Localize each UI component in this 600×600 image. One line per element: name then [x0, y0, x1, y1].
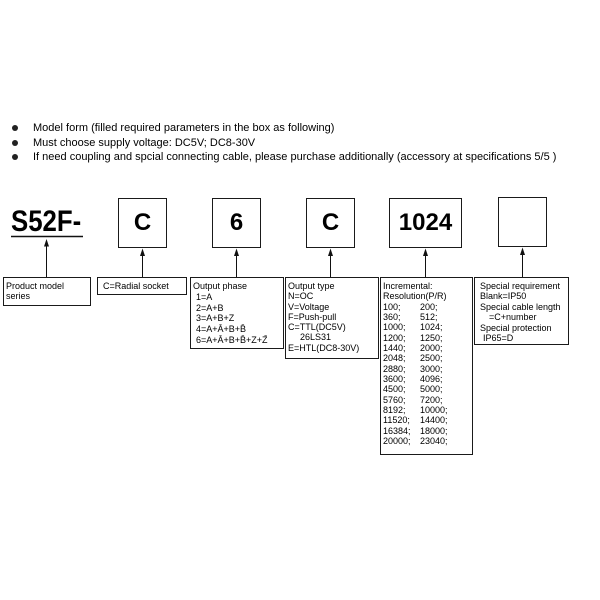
bullet-icon — [12, 140, 18, 146]
incremental-title: Incremental: — [383, 281, 433, 291]
resolution-value: 10000; — [420, 404, 448, 415]
incremental-resolution-box — [380, 277, 473, 455]
resolution-value: 1024; — [420, 322, 443, 333]
resolution-value: 5000; — [420, 384, 443, 395]
arrow-head — [328, 249, 333, 257]
output-type-option: E=HTL(DC8-30V) — [288, 342, 360, 353]
resolution-value: 5760; — [383, 394, 406, 405]
resolution-row — [383, 302, 472, 312]
arrow-head — [44, 239, 49, 247]
special-requirement-option: Blank=IP50 — [480, 291, 527, 302]
resolution-value: 512; — [420, 311, 438, 322]
resolution-value: 3600; — [383, 373, 406, 384]
arrow-head — [520, 248, 525, 256]
arrow-head — [140, 249, 145, 257]
bullet-icon — [12, 125, 18, 131]
resolution-value: 14400; — [420, 415, 448, 426]
resolution-value: 3000; — [420, 363, 443, 374]
note-text: Model form (filled required parameters in the box as following) — [33, 122, 335, 134]
output-type-option-detail: 26LS31 — [300, 332, 332, 343]
resolution-row — [383, 322, 472, 332]
output-phase-option: 6=A+Ā+B+B̄+Z+Z̄ — [196, 334, 268, 345]
resolution-value: 2500; — [420, 353, 443, 364]
resolution-row — [383, 426, 472, 436]
resolution-value: 20000; — [383, 435, 411, 446]
resolution-row — [383, 436, 472, 446]
note-item — [0, 150, 600, 165]
output-phase-option: 2=A+B — [196, 302, 224, 313]
resolution-value: 1000; — [383, 322, 406, 333]
special-requirement-heading: Special cable length — [480, 301, 561, 312]
resolution-value: 1250; — [420, 332, 443, 343]
model-prefix: S52F- — [11, 205, 82, 238]
output-phase-option: 4=A+Ā+B+B̄ — [196, 324, 247, 335]
note-item — [0, 136, 600, 151]
resolution-row — [383, 395, 472, 405]
special-requirement-option: =C+number — [489, 312, 537, 323]
resolution-value: 2880; — [383, 363, 406, 374]
note-item — [0, 121, 600, 136]
code-box-output-type — [306, 198, 355, 248]
arrow-to-code-output-type — [328, 249, 333, 278]
resolution-value: 7200; — [420, 394, 443, 405]
product-series-box — [3, 277, 91, 306]
special-requirement-heading: Special protection — [480, 322, 552, 333]
resolution-value: 2048; — [383, 353, 406, 364]
resolution-value: 1440; — [383, 342, 406, 353]
resolution-subtitle: Resolution(P/R) — [383, 291, 447, 302]
resolution-row — [383, 312, 472, 322]
resolution-value: 16384; — [383, 425, 411, 436]
resolution-row — [383, 405, 472, 415]
resolution-row — [383, 415, 472, 425]
output-type-title: Output type — [288, 281, 335, 291]
resolution-row — [383, 333, 472, 343]
output-type-option: C=TTL(DC5V) — [288, 322, 346, 333]
product-series-line: Product model — [6, 281, 65, 291]
code-box-special-requirement — [498, 197, 547, 247]
resolution-list — [383, 302, 472, 447]
resolution-value: 2000; — [420, 342, 443, 353]
code-value: C — [133, 209, 152, 236]
resolution-value: 23040; — [420, 435, 448, 446]
resolution-value: 8192; — [383, 404, 406, 415]
note-text: If need coupling and spcial connecting cable, please purchase additionally (accessory at specifications 5/5 ) — [33, 151, 557, 163]
resolution-value: 100; — [383, 301, 401, 312]
resolution-value: 200; — [420, 301, 438, 312]
code-value: 1024 — [398, 209, 453, 236]
notes-list — [0, 121, 600, 165]
resolution-row — [383, 343, 472, 353]
arrow-head — [234, 249, 239, 257]
note-text: Must choose supply voltage: DC5V; DC8-30V — [33, 136, 256, 149]
arrow-to-code-special — [520, 248, 525, 278]
resolution-value: 4500; — [383, 384, 406, 395]
product-series-line: series — [6, 291, 31, 302]
output-phase-box — [190, 277, 284, 349]
socket-line: C=Radial socket — [103, 281, 169, 291]
special-requirement-option: IP65=D — [483, 333, 514, 344]
output-type-option: F=Push-pull — [288, 311, 337, 322]
resolution-row — [383, 384, 472, 394]
resolution-value: 4096; — [420, 373, 443, 384]
bullet-icon — [12, 154, 18, 160]
arrow-to-code-socket — [140, 249, 145, 278]
arrow-to-prefix — [44, 239, 49, 277]
arrow-to-code-resolution — [423, 249, 428, 278]
arrow-to-code-output-phase — [234, 249, 239, 278]
resolution-row — [383, 364, 472, 374]
code-value: 6 — [229, 209, 244, 236]
output-type-option: N=OC — [288, 291, 314, 302]
socket-box — [97, 277, 187, 295]
special-requirement-title: Special requirement — [480, 281, 561, 291]
arrow-head — [423, 249, 428, 257]
output-type-option: V=Voltage — [288, 301, 330, 312]
code-box-resolution — [389, 198, 462, 248]
special-requirement-box — [474, 277, 569, 345]
resolution-value: 360; — [383, 311, 401, 322]
resolution-row — [383, 353, 472, 363]
output-phase-title: Output phase — [193, 281, 248, 291]
resolution-value: 1200; — [383, 332, 406, 343]
output-type-box — [285, 277, 379, 359]
code-value: C — [321, 209, 340, 236]
output-phase-option: 3=A+B+Z — [196, 313, 235, 324]
code-box-output-phase — [212, 198, 261, 248]
resolution-value: 18000; — [420, 425, 448, 436]
resolution-row — [383, 374, 472, 384]
output-phase-option: 1=A — [196, 291, 213, 302]
resolution-value: 11520; — [383, 415, 410, 426]
code-box-socket — [118, 198, 167, 248]
